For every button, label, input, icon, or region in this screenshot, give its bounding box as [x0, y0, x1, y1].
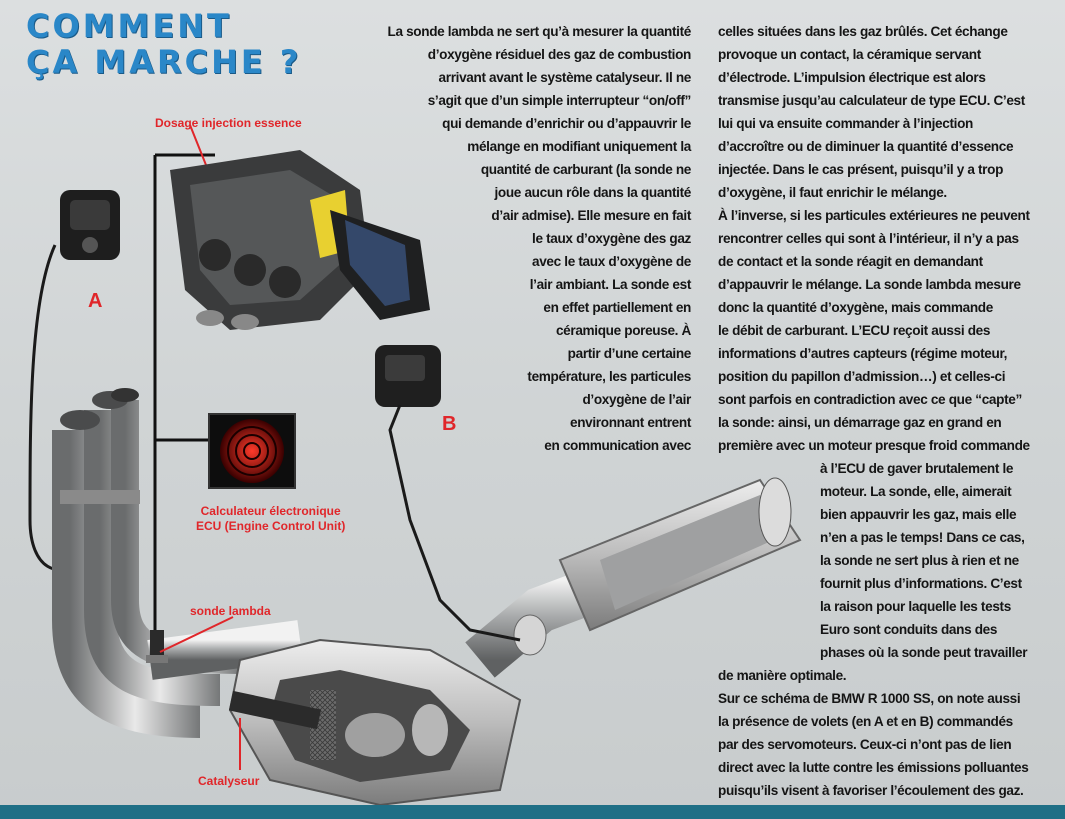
bottom-color-band	[0, 805, 1065, 819]
text-line: s’agit que d’un simple interrupteur “on/off”	[427, 93, 691, 108]
text-line: de contact et la sonde réagit en demandant	[718, 254, 983, 269]
text-line: sont parfois en contradiction avec ce que “capte”	[718, 392, 1022, 407]
text-line: qui demande d’enrichir ou d’appauvrir le	[442, 116, 691, 131]
text-line: céramique poreuse. À	[555, 323, 691, 338]
text-line: de manière optimale.	[718, 668, 847, 683]
text-line: celles situées dans les gaz brûlés. Cet échange	[718, 24, 1008, 39]
label-injection: Dosage injection essence	[155, 116, 302, 130]
text-line: d’accroître ou de diminuer la quantité d’essence	[718, 139, 1014, 154]
text-line: puisqu’ils visent à favoriser l’écoulement des gaz.	[718, 783, 1024, 798]
catalyst-box	[229, 640, 520, 805]
text-line: provoque un contact, la céramique servant	[718, 47, 981, 62]
label-ecu-line1: Calculateur électronique	[200, 504, 341, 518]
label-b: B	[442, 413, 457, 435]
text-line: environnant entrent	[570, 415, 691, 430]
text-line: en communication avec	[544, 438, 691, 453]
title-line-1: COMMENT	[26, 7, 232, 45]
text-line: d’oxygène, il faut enrichir le mélange.	[718, 185, 947, 200]
ecu-unit	[209, 414, 295, 488]
text-line: température, les particules	[527, 369, 691, 384]
text-line: À l’inverse, si les particules extérieures ne peuvent	[718, 208, 1030, 223]
text-line: arrivant avant le système catalyseur. Il ne	[438, 70, 691, 85]
text-line: rencontrer celles qui sont à l’intérieur, il n’y a pas	[718, 231, 1019, 246]
text-line: d’appauvrir le mélange. La sonde lambda mesure	[718, 277, 1021, 292]
title-line-2: ÇA MARCHE ?	[26, 43, 302, 81]
text-line: la sonde: ainsi, un démarrage gaz en grand en	[718, 415, 1002, 430]
text-line: Sur ce schéma de BMW R 1000 SS, on note aussi	[718, 691, 1021, 706]
text-line: transmise jusqu’au calculateur de type ECU. C’est	[718, 93, 1025, 108]
text-line: d’oxygène de l’air	[582, 392, 691, 407]
text-line: la sonde ne sert plus à rien et ne	[820, 553, 1019, 568]
text-line: direct avec la lutte contre les émissions polluantes	[718, 760, 1029, 775]
label-catalyseur: Catalyseur	[198, 774, 260, 788]
text-line: joue aucun rôle dans la quantité	[494, 185, 691, 200]
text-line: phases où la sonde peut travailler	[820, 645, 1028, 660]
text-line: Euro sont conduits dans des	[820, 622, 998, 637]
text-line: informations d’autres capteurs (régime moteur,	[718, 346, 1008, 361]
text-line: la raison pour laquelle les tests	[820, 599, 1011, 614]
text-line: d’oxygène résiduel des gaz de combustion	[427, 47, 691, 62]
text-line: donc la quantité d’oxygène, mais commande	[718, 300, 993, 315]
text-line: à l’ECU de gaver brutalement le	[820, 461, 1014, 476]
text-line: bien appauvrir les gaz, mais elle	[820, 507, 1017, 522]
label-sonde-lambda: sonde lambda	[190, 604, 271, 618]
servo-a	[60, 190, 120, 260]
text-line: par des servomoteurs. Ceux-ci n’ont pas de lien	[718, 737, 1012, 752]
text-line: injectée. Dans le cas présent, puisqu’il y a trop	[718, 162, 1004, 177]
text-line: le débit de carburant. L’ECU reçoit aussi des	[718, 323, 991, 338]
text-line: avec le taux d’oxygène de	[532, 254, 691, 269]
text-line: n’en a pas le temps! Dans ce cas,	[820, 530, 1025, 545]
label-ecu	[196, 504, 345, 534]
article-column-2	[718, 20, 1040, 802]
text-line: l’air ambiant. La sonde est	[529, 277, 691, 292]
text-line: moteur. La sonde, elle, aimerait	[820, 484, 1012, 499]
label-a: A	[88, 290, 103, 312]
article-column-1	[296, 20, 691, 457]
text-line: première avec un moteur presque froid commande	[718, 438, 1030, 453]
text-line: d’électrode. L’impulsion électrique est alors	[718, 70, 986, 85]
text-line: le taux d’oxygène des gaz	[532, 231, 691, 246]
text-line: lui qui va ensuite commander à l’injection	[718, 116, 973, 131]
text-line: position du papillon d’admission…) et celles-ci	[718, 369, 1006, 384]
text-line: quantité de carburant (la sonde ne	[480, 162, 691, 177]
text-line: mélange en modifiant uniquement la	[467, 139, 691, 154]
text-line: partir d’une certaine	[567, 346, 691, 361]
label-ecu-line2: ECU (Engine Control Unit)	[196, 519, 346, 533]
text-line: fournit plus d’informations. C’est	[820, 576, 1022, 591]
text-line: d’air admise). Elle mesure en fait	[491, 208, 691, 223]
text-line: en effet partiellement en	[543, 300, 691, 315]
text-line: la présence de volets (en A et en B) commandés	[718, 714, 1013, 729]
text-line: La sonde lambda ne sert qu’à mesurer la quantité	[387, 24, 691, 39]
